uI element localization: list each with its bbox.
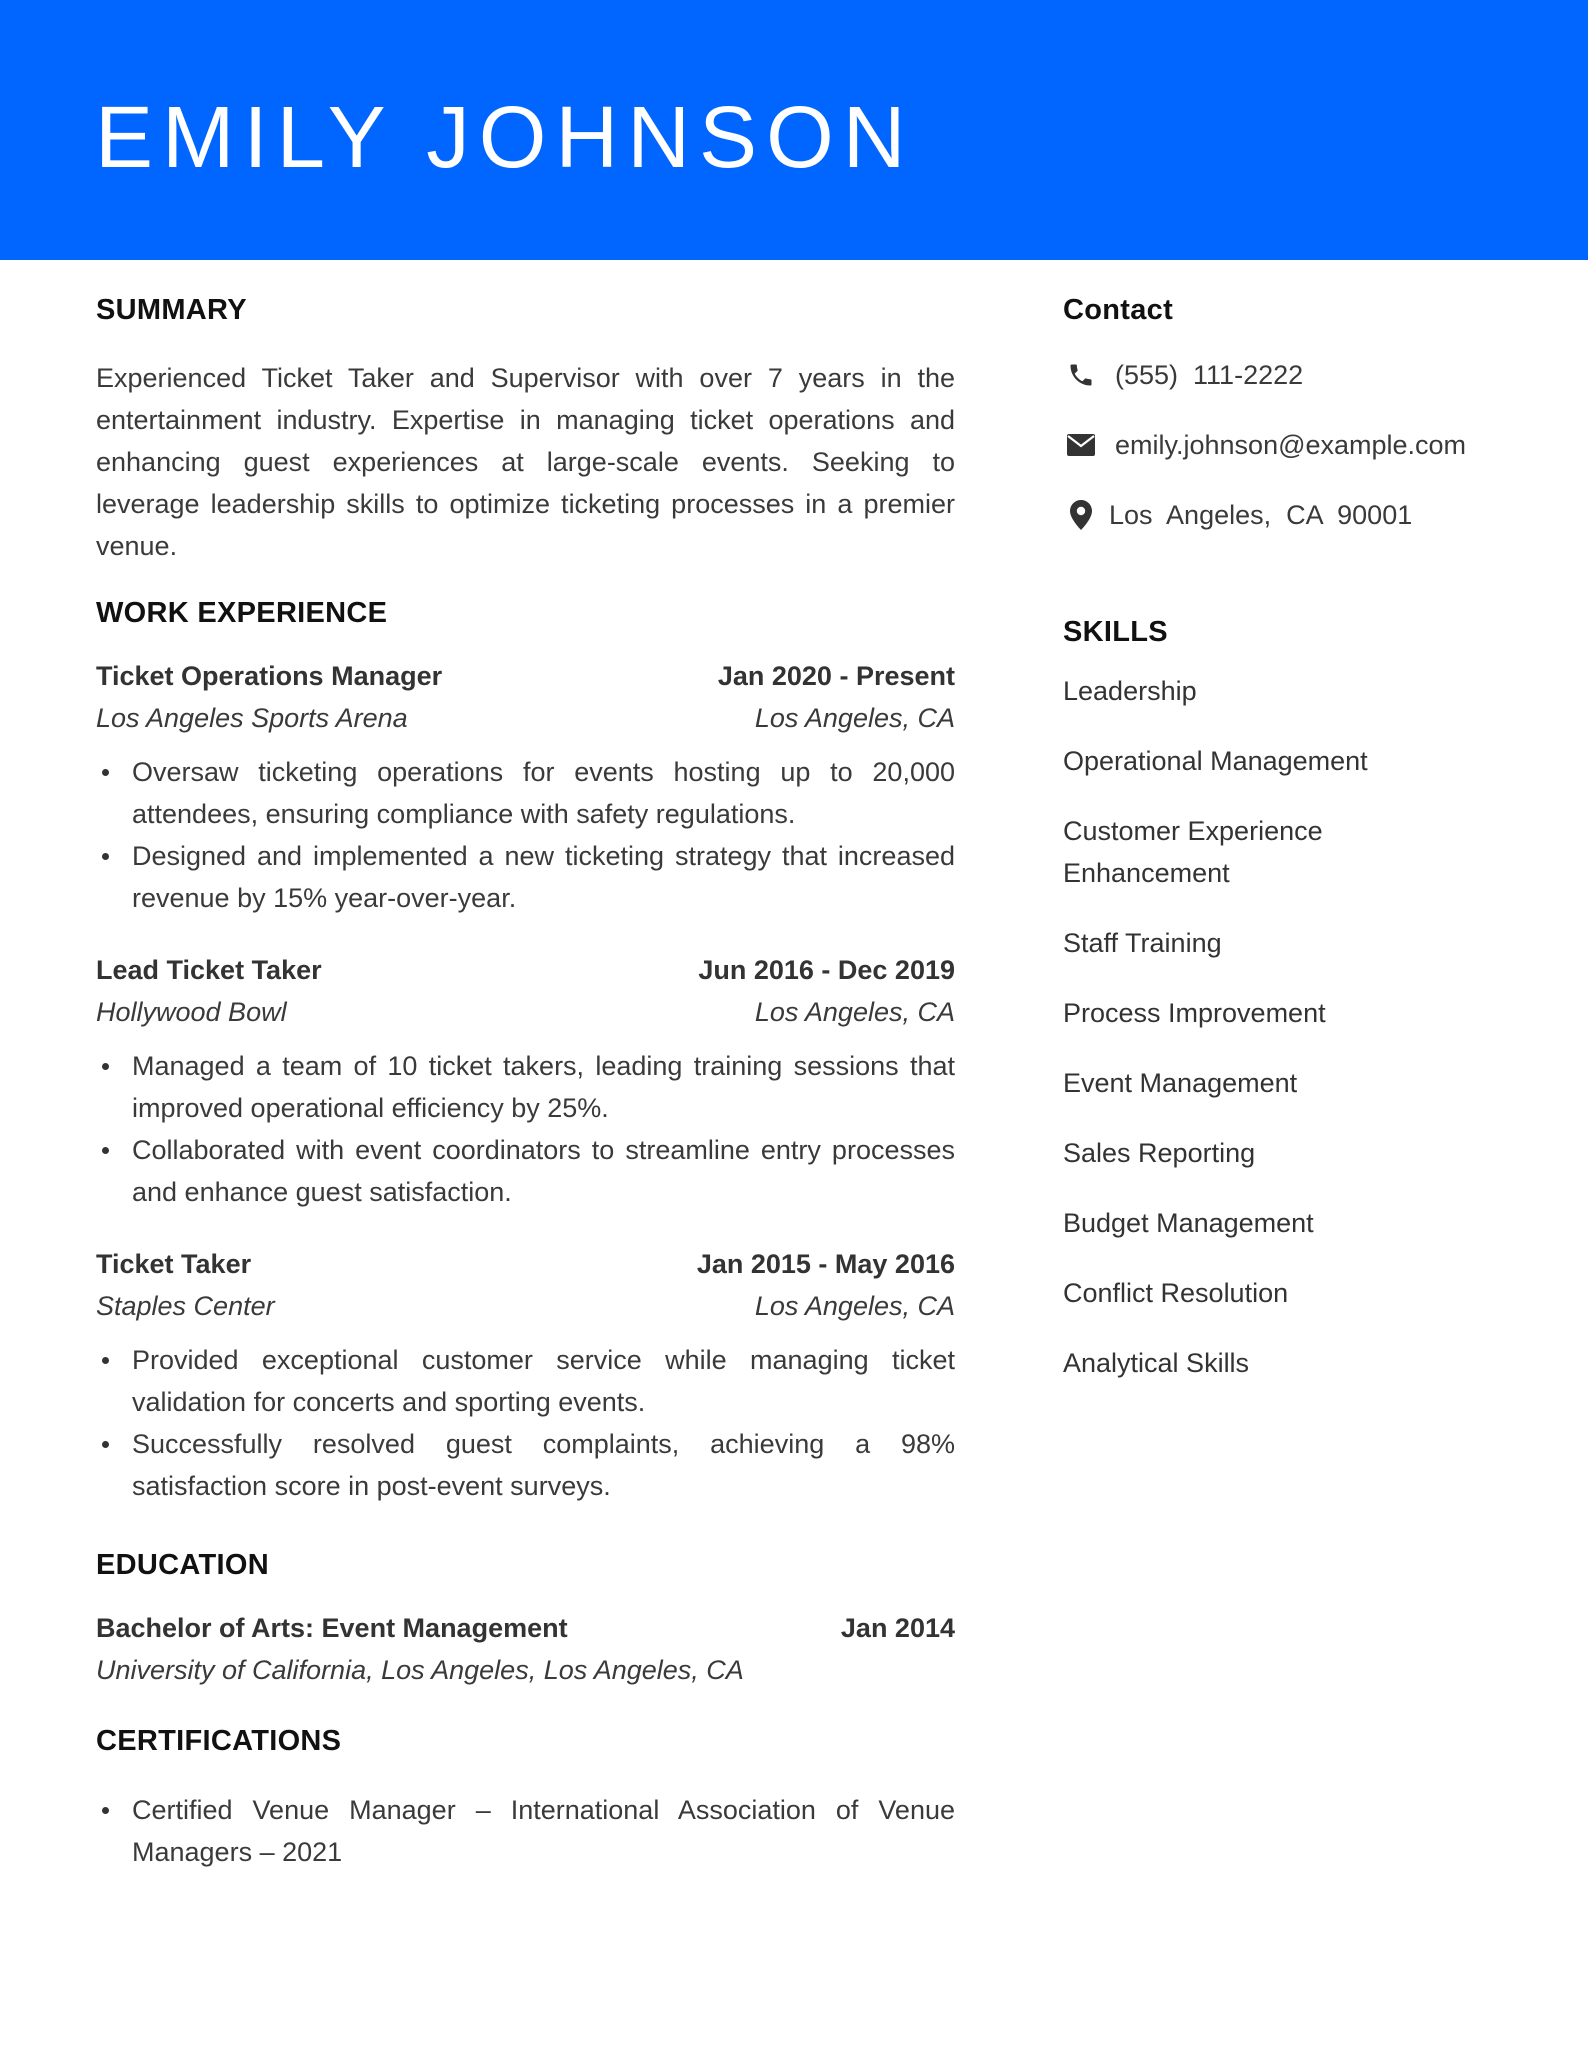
- summary-heading: SUMMARY: [96, 294, 247, 326]
- skills-list: [1063, 670, 1513, 1384]
- job-title: Ticket Operations Manager: [96, 661, 443, 691]
- skill-item: Sales Reporting: [1063, 1138, 1256, 1168]
- map-pin-icon: [1063, 497, 1099, 533]
- job-bullet: Managed a team of 10 ticket takers, leading training sessions that improved operational efficiency by 25%.: [132, 1045, 955, 1129]
- certifications-heading: CERTIFICATIONS: [96, 1725, 342, 1757]
- job-entry: [96, 655, 955, 919]
- job-bullets: [96, 751, 955, 919]
- skill-item: Conflict Resolution: [1063, 1278, 1289, 1308]
- job-bullets: [96, 1045, 955, 1213]
- skill-item: Analytical Skills: [1063, 1348, 1250, 1378]
- job-dates: Jun 2016 - Dec 2019: [698, 955, 955, 985]
- sidebar: [1063, 290, 1513, 1384]
- candidate-name: EMILY JOHNSON: [95, 89, 915, 186]
- job-title: Lead Ticket Taker: [96, 955, 322, 985]
- certifications-list: [96, 1789, 955, 1873]
- job-bullet: Oversaw ticketing operations for events hosting up to 20,000 attendees, ensuring compliance with safety regulations.: [132, 751, 955, 835]
- job-bullets: [96, 1339, 955, 1507]
- header-banner: [0, 0, 1588, 260]
- contact-location: [1063, 480, 1513, 550]
- job-company: Los Angeles Sports Arena: [96, 703, 408, 733]
- education-entry: [96, 1607, 955, 1691]
- job-title: Ticket Taker: [96, 1249, 252, 1279]
- skill-item: Customer Experience Enhancement: [1063, 816, 1323, 888]
- job-location: Los Angeles, CA: [754, 703, 955, 733]
- job-entry: [96, 949, 955, 1213]
- contact-phone: [1063, 340, 1513, 410]
- phone-number[interactable]: (555) 111-2222: [1115, 359, 1304, 390]
- job-bullet: Successfully resolved guest complaints, achieving a 98% satisfaction score in post-event surveys.: [132, 1423, 955, 1507]
- job-location: Los Angeles, CA: [754, 997, 955, 1027]
- skill-item: Leadership: [1063, 676, 1197, 706]
- envelope-icon: [1063, 427, 1099, 463]
- email-address[interactable]: emily.johnson@example.com: [1115, 429, 1467, 460]
- main-column: [96, 290, 955, 1873]
- job-bullet: Designed and implemented a new ticketing strategy that increased revenue by 15% year-over-year.: [132, 835, 955, 919]
- job-location: Los Angeles, CA: [754, 1291, 955, 1321]
- school: University of California, Los Angeles, Los Angeles, CA: [96, 1655, 744, 1685]
- contact-heading: Contact: [1063, 294, 1174, 326]
- location-text: Los Angeles, CA 90001: [1109, 499, 1413, 530]
- certification-item: Certified Venue Manager – International Association of Venue Managers – 2021: [132, 1789, 955, 1873]
- phone-icon: [1063, 357, 1099, 393]
- job-entry: [96, 1243, 955, 1507]
- skill-item: Process Improvement: [1063, 998, 1326, 1028]
- summary-text: Experienced Ticket Taker and Supervisor with over 7 years in the entertainment industry. Expertise in managing ticket operations and enhancing guest experiences at large-scale events. Seeking to leverage leadership skills to optimize ticketing processes in a premier venue.: [96, 363, 955, 561]
- graduation-date: Jan 2014: [840, 1613, 955, 1643]
- job-company: Hollywood Bowl: [96, 997, 287, 1027]
- skill-item: Budget Management: [1063, 1208, 1314, 1238]
- skill-item: Operational Management: [1063, 746, 1368, 776]
- education-heading: EDUCATION: [96, 1549, 269, 1581]
- job-dates: Jan 2020 - Present: [717, 661, 955, 691]
- degree: Bachelor of Arts: Event Management: [96, 1613, 568, 1643]
- job-company: Staples Center: [96, 1291, 275, 1321]
- job-dates: Jan 2015 - May 2016: [696, 1249, 955, 1279]
- job-bullet: Provided exceptional customer service while managing ticket validation for concerts and sporting events.: [132, 1339, 955, 1423]
- job-bullet: Collaborated with event coordinators to streamline entry processes and enhance guest satisfaction.: [132, 1129, 955, 1213]
- skill-item: Event Management: [1063, 1068, 1298, 1098]
- skill-item: Staff Training: [1063, 928, 1222, 958]
- contact-list: [1063, 340, 1513, 550]
- work-experience-heading: WORK EXPERIENCE: [96, 597, 388, 629]
- skills-heading: SKILLS: [1063, 616, 1168, 648]
- contact-email: [1063, 410, 1513, 480]
